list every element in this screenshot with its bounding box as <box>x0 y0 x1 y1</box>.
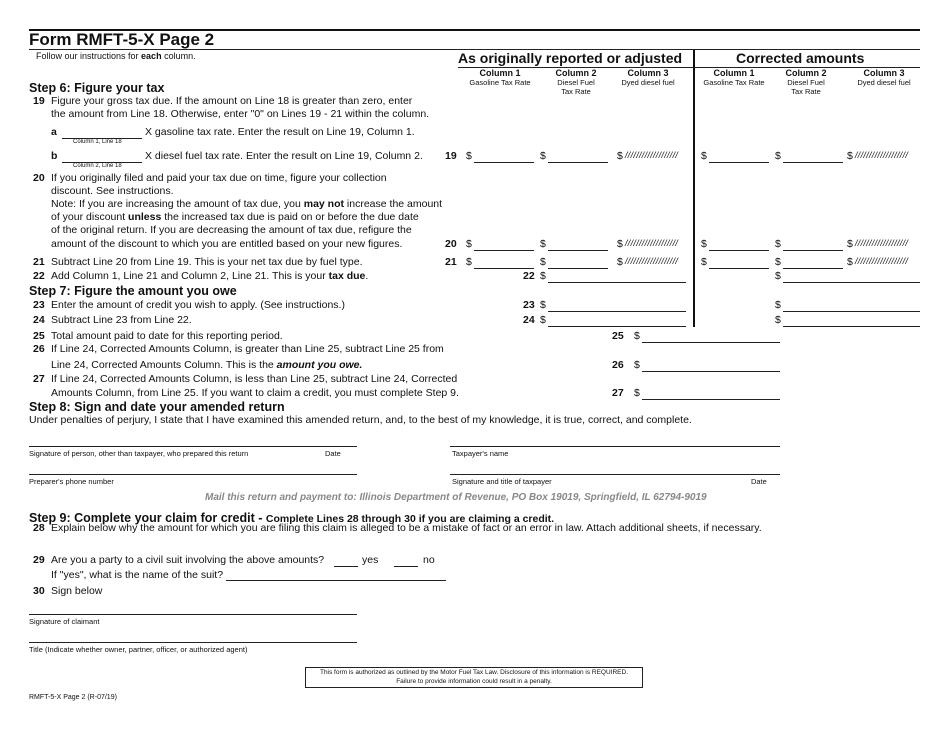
dollar-sign: $ <box>617 150 623 162</box>
footer-form-id: RMFT-5-X Page 2 (R-07/19) <box>29 694 117 701</box>
civil-suit-no-label: no <box>423 554 435 566</box>
line25-num: 25 <box>33 330 45 342</box>
line20-col3-corr-blocked: /////////////////// <box>855 238 909 248</box>
disclosure-line1: This form is authorized as outlined by the Motor Fuel Tax Law. Disclosure of this information is REQUIRED. <box>319 669 629 676</box>
dollar-sign: $ <box>634 387 640 399</box>
line21-num: 21 <box>33 256 45 268</box>
line27-text2: Amounts Column, from Line 25. If you want to claim a credit, you must complete Step 9. <box>51 387 459 399</box>
taxpayer-name-label: Taxpayer's name <box>452 449 509 458</box>
line24-orig-input[interactable] <box>548 326 686 327</box>
line26-right-num: 26 <box>612 359 624 371</box>
line21-col2-orig-input[interactable] <box>548 268 608 269</box>
line22-right-num: 22 <box>523 270 535 282</box>
line29-num: 29 <box>33 554 45 566</box>
line26-num: 26 <box>33 343 45 355</box>
line23-orig-input[interactable] <box>548 311 686 312</box>
line25-right-num: 25 <box>612 330 624 342</box>
dollar-sign: $ <box>775 150 781 162</box>
civil-suit-yes-blank[interactable] <box>334 566 358 567</box>
header-col2-orig: Column 2 Diesel Fuel Tax Rate <box>555 68 597 96</box>
line19b-hint: Column 2, Line 18 <box>73 163 122 169</box>
line28-num: 28 <box>33 522 45 534</box>
line21-col1-corr-input[interactable] <box>709 268 769 269</box>
line24-right-num: 24 <box>523 314 535 326</box>
preparer-phone-line[interactable] <box>29 474 357 475</box>
line19-text2: the amount from Line 18. Otherwise, enter "0" on Lines 19 - 21 within the column. <box>51 108 430 120</box>
dollar-sign: $ <box>775 299 781 311</box>
line20-col1-corr-input[interactable] <box>709 250 769 251</box>
line21-col2-corr-input[interactable] <box>783 268 843 269</box>
line26-text1: If Line 24, Corrected Amounts Column, is greater than Line 25, subtract Line 25 from <box>51 343 444 355</box>
line19-col3-corr-blocked: /////////////////// <box>855 150 909 160</box>
taxpayer-name-line[interactable] <box>450 446 780 447</box>
line20-note2: of your discount unless the increased tax due is paid on or before the due date <box>51 211 419 223</box>
line26-input[interactable] <box>642 371 780 372</box>
line27-text1: If Line 24, Corrected Amounts Column, is less than Line 25, subtract Line 24, Corrected <box>51 373 458 385</box>
header-corrected: Corrected amounts <box>736 50 865 66</box>
civil-suit-yes-label: yes <box>362 554 379 566</box>
line24-text: Subtract Line 23 from Line 22. <box>51 314 192 326</box>
header-col1-corr: Column 1 Gasoline Tax Rate <box>703 68 765 87</box>
line20-note1: Note: If you are increasing the amount of tax due, you may not increase the amount <box>51 198 443 210</box>
line19-col1-corr-input[interactable] <box>709 162 769 163</box>
claimant-signature-line[interactable] <box>29 614 357 615</box>
line19-col3-orig-blocked: /////////////////// <box>625 150 679 160</box>
dollar-sign: $ <box>540 238 546 250</box>
step8-title: Step 8: Sign and date your amended return <box>29 400 285 414</box>
dollar-sign: $ <box>775 256 781 268</box>
line21-col3-corr-blocked: /////////////////// <box>855 256 909 266</box>
line23-corr-input[interactable] <box>783 311 920 312</box>
line19-col2-orig-input[interactable] <box>548 162 608 163</box>
line20-col2-corr-input[interactable] <box>783 250 843 251</box>
line20-col1-orig-input[interactable] <box>474 250 534 251</box>
preparer-signature-line[interactable] <box>29 446 357 447</box>
line19a-hint: Column 1, Line 18 <box>73 139 122 145</box>
disclosure-line2: Failure to provide information could result in a penalty. <box>396 677 552 685</box>
line24-corr-input[interactable] <box>783 326 920 327</box>
column-divider <box>693 50 695 327</box>
step7-title: Step 7: Figure the amount you owe <box>29 284 237 298</box>
line30-text: Sign below <box>51 585 103 597</box>
line20-text1: If you originally filed and paid your tax due on time, figure your collection <box>51 172 387 184</box>
line22-text: Add Column 1, Line 21 and Column 2, Line 21. This is your tax due. <box>51 270 369 282</box>
preparer-date-label: Date <box>325 449 341 458</box>
line27-num: 27 <box>33 373 45 385</box>
line19a-text: X gasoline tax rate. Enter the result on Line 19, Column 1. <box>145 126 415 138</box>
taxpayer-date-label: Date <box>751 477 767 486</box>
dollar-sign: $ <box>466 150 472 162</box>
claimant-title-label: Title (Indicate whether owner, partner, officer, or authorized agent) <box>29 645 248 654</box>
line21-col3-orig-blocked: /////////////////// <box>625 256 679 266</box>
preparer-phone-label: Preparer's phone number <box>29 477 114 486</box>
form-title: Form RMFT-5-X Page 2 <box>29 30 215 49</box>
claimant-title-line[interactable] <box>29 642 357 643</box>
line22-num: 22 <box>33 270 45 282</box>
perjury-statement: Under penalties of perjury, I state that I have examined this amended return, and, to the best of my knowledge, it is true, correct, and complete. <box>29 414 692 426</box>
line19b-label: b <box>51 150 58 162</box>
step9-title: Step 9: Complete your claim for credit - Complete Lines 28 through 30 if you are claiming a credit. <box>29 511 555 525</box>
header-col2-corr: Column 2 Diesel Fuel Tax Rate <box>785 68 827 96</box>
line19b-text: X diesel fuel tax rate. Enter the result on Line 19, Column 2. <box>145 150 423 162</box>
line21-col1-orig-input[interactable] <box>474 268 534 269</box>
header-col3-orig: Column 3 Dyed diesel fuel <box>621 68 675 87</box>
dollar-sign: $ <box>540 299 546 311</box>
dollar-sign: $ <box>540 270 546 282</box>
suit-name-input[interactable] <box>226 580 446 581</box>
claimant-signature-label: Signature of claimant <box>29 617 100 626</box>
line19a-label: a <box>51 126 57 138</box>
line24-num: 24 <box>33 314 45 326</box>
line20-col3-orig-blocked: /////////////////// <box>625 238 679 248</box>
line19-num: 19 <box>33 95 45 107</box>
dollar-sign: $ <box>701 150 707 162</box>
line22-orig-input[interactable] <box>548 282 686 283</box>
line21-right-num: 21 <box>445 256 457 268</box>
line29-sub: If "yes", what is the name of the suit? <box>51 569 224 581</box>
dollar-sign: $ <box>466 256 472 268</box>
line23-num: 23 <box>33 299 45 311</box>
dollar-sign: $ <box>775 238 781 250</box>
line20-note3: of the original return. If you are decreasing the amount of tax due, refigure the <box>51 224 412 236</box>
line19-col1-orig-input[interactable] <box>474 162 534 163</box>
line20-note4: amount of the discount to which you are entitled based on your new figures. <box>51 238 403 250</box>
dollar-sign: $ <box>540 256 546 268</box>
line23-right-num: 23 <box>523 299 535 311</box>
line19-col2-corr-input[interactable] <box>783 162 843 163</box>
dollar-sign: $ <box>634 359 640 371</box>
line20-num: 20 <box>33 172 45 184</box>
line25-input[interactable] <box>642 342 780 343</box>
header-col1-orig: Column 1 Gasoline Tax Rate <box>469 68 531 87</box>
dollar-sign: $ <box>540 314 546 326</box>
header-col3-corr: Column 3 Dyed diesel fuel <box>857 68 911 87</box>
dollar-sign: $ <box>466 238 472 250</box>
line22-corr-input[interactable] <box>783 282 920 283</box>
line19-right-num: 19 <box>445 150 457 162</box>
line28-text: Explain below why the amount for which you are filing this claim is alleged to be a mistake of fact or an error in law. Attach additional sheets, if necessary. <box>51 522 762 534</box>
dollar-sign: $ <box>775 314 781 326</box>
dollar-sign: $ <box>847 238 853 250</box>
line20-col2-orig-input[interactable] <box>548 250 608 251</box>
dollar-sign: $ <box>701 256 707 268</box>
line20-right-num: 20 <box>445 238 457 250</box>
line27-input[interactable] <box>642 399 780 400</box>
dollar-sign: $ <box>634 330 640 342</box>
line20-text2: discount. See instructions. <box>51 185 174 197</box>
line26-text2: Line 24, Corrected Amounts Column. This is the amount you owe. <box>51 359 363 371</box>
preparer-signature-label: Signature of person, other than taxpayer, who prepared this return <box>29 449 249 458</box>
step6-title: Step 6: Figure your tax <box>29 81 165 95</box>
dollar-sign: $ <box>617 238 623 250</box>
taxpayer-signature-label: Signature and title of taxpayer <box>452 477 552 486</box>
line19-text1: Figure your gross tax due. If the amount on Line 18 is greater than zero, enter <box>51 95 413 107</box>
line30-num: 30 <box>33 585 45 597</box>
line27-right-num: 27 <box>612 387 624 399</box>
dollar-sign: $ <box>540 150 546 162</box>
line29-text: Are you a party to a civil suit involving the above amounts? <box>51 554 325 566</box>
mail-address: Mail this return and payment to: Illinois Department of Revenue, PO Box 19019, Springfield, IL 62794-9019 <box>205 492 707 503</box>
line21-text: Subtract Line 20 from Line 19. This is your net tax due by fuel type. <box>51 256 363 268</box>
disclosure-box <box>305 667 643 688</box>
line23-text: Enter the amount of credit you wish to apply. (See instructions.) <box>51 299 345 311</box>
instructions-note: Follow our instructions for each column. <box>36 51 196 61</box>
header-original: As originally reported or adjusted <box>458 50 683 66</box>
dollar-sign: $ <box>847 256 853 268</box>
taxpayer-signature-line[interactable] <box>450 474 780 475</box>
dollar-sign: $ <box>701 238 707 250</box>
line25-text: Total amount paid to date for this reporting period. <box>51 330 283 342</box>
civil-suit-no-blank[interactable] <box>394 566 418 567</box>
dollar-sign: $ <box>775 270 781 282</box>
dollar-sign: $ <box>847 150 853 162</box>
dollar-sign: $ <box>617 256 623 268</box>
